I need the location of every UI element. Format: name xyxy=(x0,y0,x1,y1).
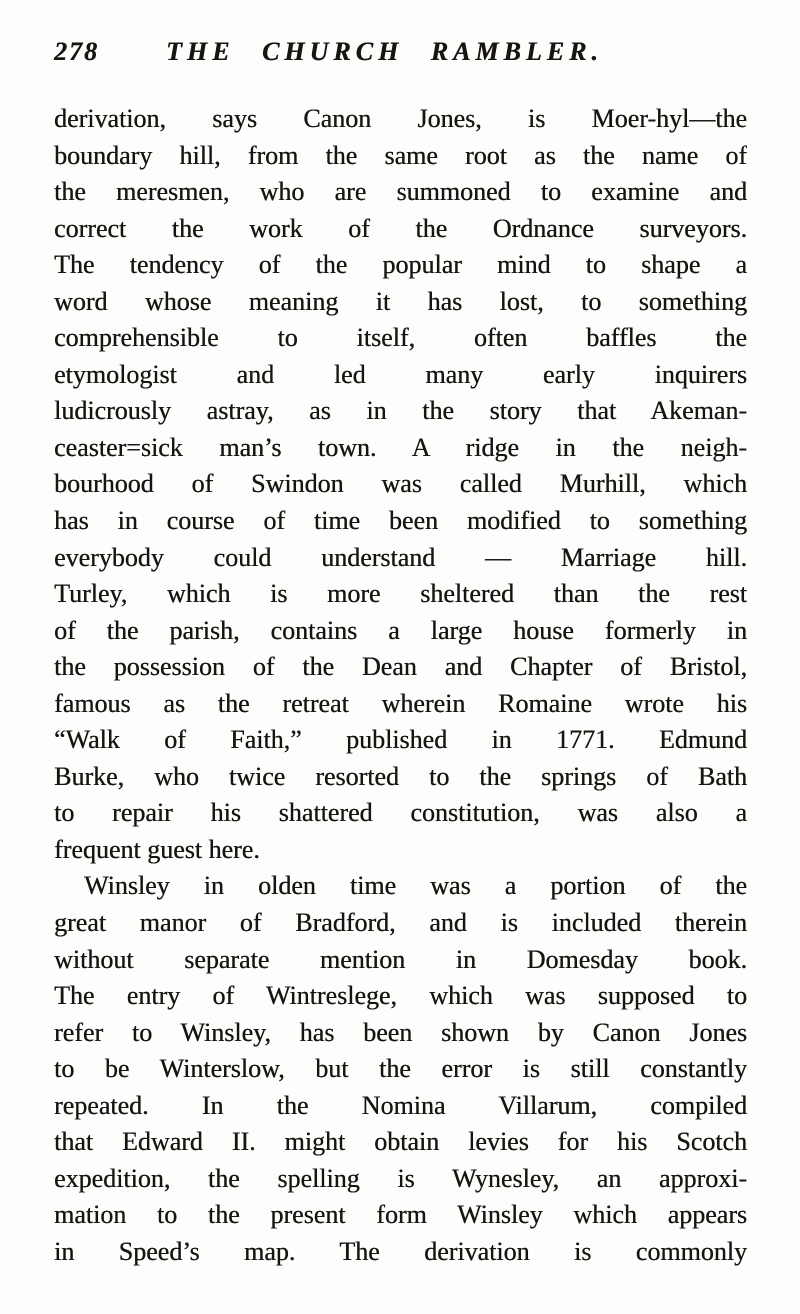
text-line: that Edward II. might obtain levies for his Scotch xyxy=(54,1127,747,1157)
text-line: everybody could understand — Marriage hill. xyxy=(54,542,747,572)
page-header xyxy=(54,34,746,70)
paragraph-2 xyxy=(54,868,747,1270)
text-line: word whose meaning it has lost, to something xyxy=(54,286,747,316)
text-line: boundary hill, from the same root as the name of xyxy=(54,140,747,170)
text-line: the meresmen, who are summoned to examine and xyxy=(54,177,747,207)
text-line: The entry of Wintreslege, which was supposed to xyxy=(54,981,747,1011)
page-number: 278 xyxy=(54,37,99,66)
text-line: correct the work of the Ordnance surveyors. xyxy=(54,213,747,243)
running-title: THE CHURCH RAMBLER. xyxy=(166,37,603,66)
text-line: without separate mention in Domesday book. xyxy=(54,944,747,974)
text-line: The tendency of the popular mind to shape a xyxy=(54,250,747,280)
text-line: repeated. In the Nomina Villarum, compiled xyxy=(54,1090,747,1120)
text-line: Turley, which is more sheltered than the rest xyxy=(54,579,747,609)
text-line: etymologist and led many early inquirers xyxy=(54,359,747,389)
body-text xyxy=(54,101,747,1271)
text-line: of the parish, contains a large house formerly in xyxy=(54,615,747,645)
text-line: famous as the retreat wherein Romaine wrote his xyxy=(54,688,747,718)
text-line: refer to Winsley, has been shown by Canon Jones xyxy=(54,1017,747,1047)
paragraph-1 xyxy=(54,101,747,868)
text-line: ceaster=sick man’s town. A ridge in the neigh- xyxy=(54,432,747,462)
text-line: Winsley in olden time was a portion of the xyxy=(84,871,747,901)
text-line: to repair his shattered constitution, was also a xyxy=(54,798,747,828)
text-line: mation to the present form Winsley which appears xyxy=(54,1200,747,1230)
text-line: the possession of the Dean and Chapter of Bristol, xyxy=(54,652,747,682)
text-line: great manor of Bradford, and is included therein xyxy=(54,908,747,938)
text-line: comprehensible to itself, often baffles the xyxy=(54,323,747,353)
text-line: derivation, says Canon Jones, is Moer-hyl—the xyxy=(54,104,747,133)
text-line: ludicrously astray, as in the story that Akeman- xyxy=(54,396,747,426)
text-line: expedition, the spelling is Wynesley, an approxi- xyxy=(54,1163,747,1193)
text-line: Burke, who twice resorted to the springs of Bath xyxy=(54,761,747,791)
text-line: has in course of time been modified to something xyxy=(54,506,747,536)
text-line: bourhood of Swindon was called Murhill, which xyxy=(54,469,747,499)
text-line: frequent guest here. xyxy=(54,834,260,864)
text-line: to be Winterslow, but the error is still constantly xyxy=(54,1054,747,1084)
text-line: in Speed’s map. The derivation is commonly xyxy=(54,1236,747,1266)
text-line: “Walk of Faith,” published in 1771. Edmund xyxy=(54,725,747,755)
